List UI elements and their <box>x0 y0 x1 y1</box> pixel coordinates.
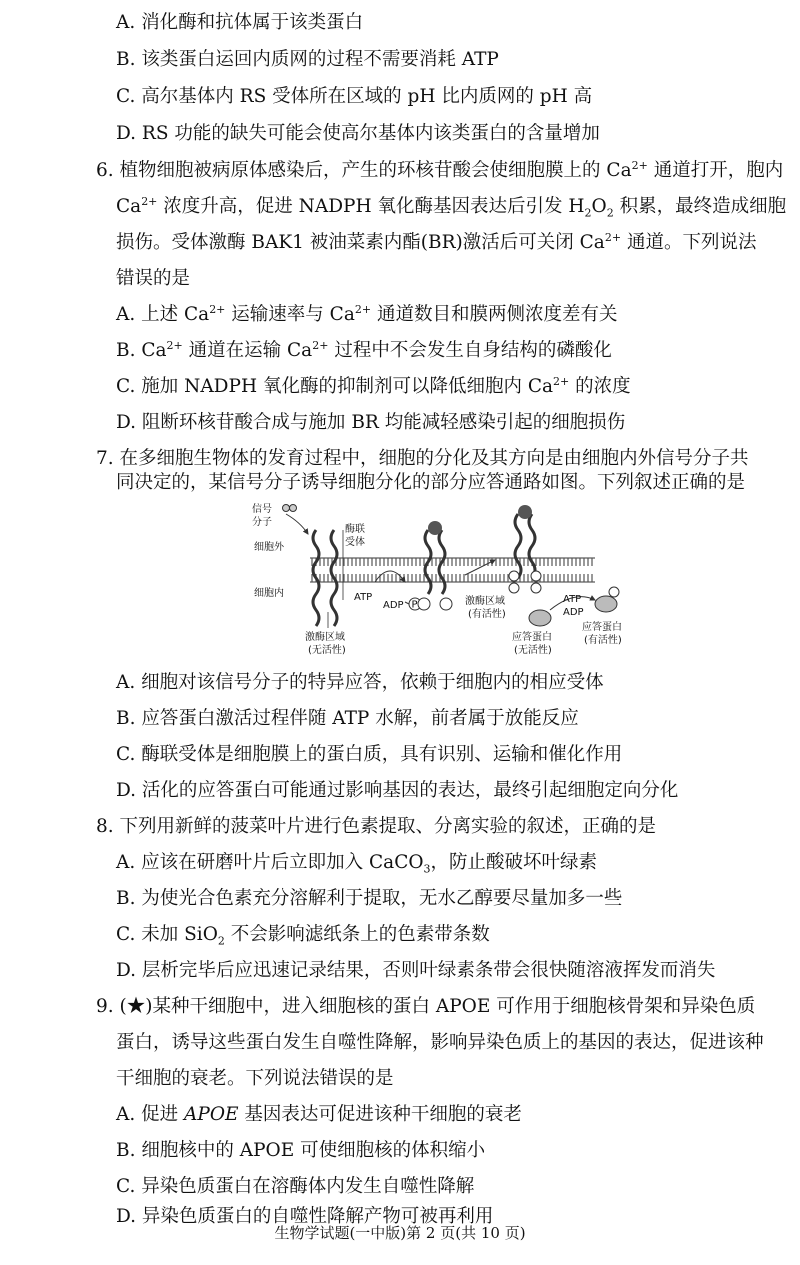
label-receptor-2: 受体 <box>345 537 365 548</box>
q5-option-c: C. 高尔基体内 RS 受体所在区域的 pH 比内质网的 pH 高 <box>116 86 593 107</box>
q7-option-d: D. 活化的应答蛋白可能通过影响基因的表达，最终引起细胞定向分化 <box>116 780 679 801</box>
response-protein-active-icon <box>595 596 617 612</box>
q9-stem-line2: 蛋白，诱导这些蛋白发生自噬性降解，影响异染色质上的基因的表达，促进该种 <box>116 1032 764 1053</box>
q6-stem-line3: 损伤。受体激酶 BAK1 被油菜素内酯(BR)激活后可关闭 $Ca^{2+}$ 通道。下列说法 <box>116 230 757 253</box>
q7-option-a: A. 细胞对该信号分子的特异应答，依赖于细胞内的相应受体 <box>116 672 604 693</box>
label-kinase-inactive-2: (无活性) <box>308 645 346 656</box>
q9-option-a: A. 促进 APOE 基因表达可促进该种干细胞的衰老 <box>116 1104 522 1125</box>
q6-stem-line1: 6. 植物细胞被病原体感染后，产生的环核苷酸会使细胞膜上的 $Ca^{2+}$ 通道打开，胞内 <box>96 158 784 181</box>
label-atp-2: ATP <box>563 594 582 605</box>
label-atp-1: ATP <box>354 592 373 603</box>
label-outside: 细胞外 <box>254 542 284 553</box>
q8-option-b: B. 为使光合色素充分溶解利于提取，无水乙醇要尽量加多一些 <box>116 888 623 909</box>
q7-stem-line1: 7. 在多细胞生物体的发育过程中，细胞的分化及其方向是由细胞内外信号分子共 <box>96 448 749 469</box>
q8-option-a: A. 应该在研磨叶片后立即加入 CaCO$_3$，防止酸破坏叶绿素 <box>116 852 598 876</box>
label-response-active-2: (有活性) <box>584 635 622 646</box>
q5-option-a: A. 消化酶和抗体属于该类蛋白 <box>116 12 364 33</box>
q9-option-d: D. 异染色质蛋白的自噬性降解产物可被再利用 <box>116 1206 494 1227</box>
q7-option-c: C. 酶联受体是细胞膜上的蛋白质，具有识别、运输和催化作用 <box>116 744 623 765</box>
q6-option-d: D. 阻断环核苷酸合成与施加 BR 均能减轻感染引起的细胞损伤 <box>116 412 626 433</box>
q9-option-c: C. 异染色质蛋白在溶酶体内发生自噬性降解 <box>116 1176 475 1197</box>
q6-option-c: C. 施加 NADPH 氧化酶的抑制剂可以降低细胞内 $Ca^{2+}$ 的浓度 <box>116 374 631 397</box>
q6-option-b: B. $Ca^{2+}$ 通道在运输 $Ca^{2+}$ 过程中不会发生自身结构的磷酸化 <box>116 338 612 361</box>
label-kinase-inactive-1: 激酶区域 <box>305 632 345 643</box>
cell-membrane <box>310 558 595 582</box>
signal-pathway-diagram <box>250 500 640 658</box>
phosphate-label: P <box>411 599 418 611</box>
label-kinase-active-1: 激酶区域 <box>465 596 505 607</box>
label-kinase-active-2: (有活性) <box>468 609 506 620</box>
q7-option-b: B. 应答蛋白激活过程伴随 ATP 水解，前者属于放能反应 <box>116 708 579 729</box>
q6-stem-line4: 错误的是 <box>116 268 191 289</box>
q8-stem: 8. 下列用新鲜的菠菜叶片进行色素提取、分离实验的叙述，正确的是 <box>96 816 657 837</box>
label-receptor-1: 酶联 <box>345 524 365 535</box>
q5-option-b: B. 该类蛋白运回内质网的过程不需要消耗 ATP <box>116 49 499 70</box>
page-footer: 生物学试题(一中版)第 2 页(共 10 页) <box>274 1224 526 1242</box>
label-response-inactive-1: 应答蛋白 <box>512 632 552 643</box>
label-inside: 细胞内 <box>254 588 284 599</box>
q7-stem-line2: 同决定的，某信号分子诱导细胞分化的部分应答通路如图。下列叙述正确的是 <box>116 472 746 493</box>
q9-stem-line1: 9. (★)某种干细胞中，进入细胞核的蛋白 APOE 可作用于细胞核骨架和异染色质 <box>96 996 756 1017</box>
label-response-inactive-2: (无活性) <box>514 645 552 656</box>
q9-stem-line3: 干细胞的衰老。下列说法错误的是 <box>116 1068 394 1089</box>
bound-signal-icon <box>428 521 442 535</box>
label-signal-1: 信号 <box>252 504 272 515</box>
q8-option-d: D. 层析完毕后应迅速记录结果，否则叶绿素条带会很快随溶液挥发而消失 <box>116 960 716 981</box>
label-response-active-1: 应答蛋白 <box>582 622 622 633</box>
q6-option-a: A. 上述 $Ca^{2+}$ 运输速率与 $Ca^{2+}$ 通道数目和膜两侧浓度差有关 <box>116 302 618 325</box>
response-protein-inactive-icon <box>529 610 551 626</box>
label-adp-2: ADP <box>563 607 584 618</box>
q6-stem-line2: $Ca^{2+}$ 浓度升高，促进 NADPH 氧化酶基因表达后引发 $H_2O_2$ 积累，最终造成细胞 <box>116 194 787 220</box>
label-adp-1: ADP <box>383 600 404 611</box>
label-signal-2: 分子 <box>252 517 272 528</box>
q8-option-c: C. 未加 SiO$_2$ 不会影响滤纸条上的色素带条数 <box>116 924 490 948</box>
signal-molecule-icon <box>283 505 297 512</box>
q9-option-b: B. 细胞核中的 APOE 可使细胞核的体积缩小 <box>116 1140 486 1161</box>
q5-option-d: D. RS 功能的缺失可能会使高尔基体内该类蛋白的含量增加 <box>116 123 600 144</box>
